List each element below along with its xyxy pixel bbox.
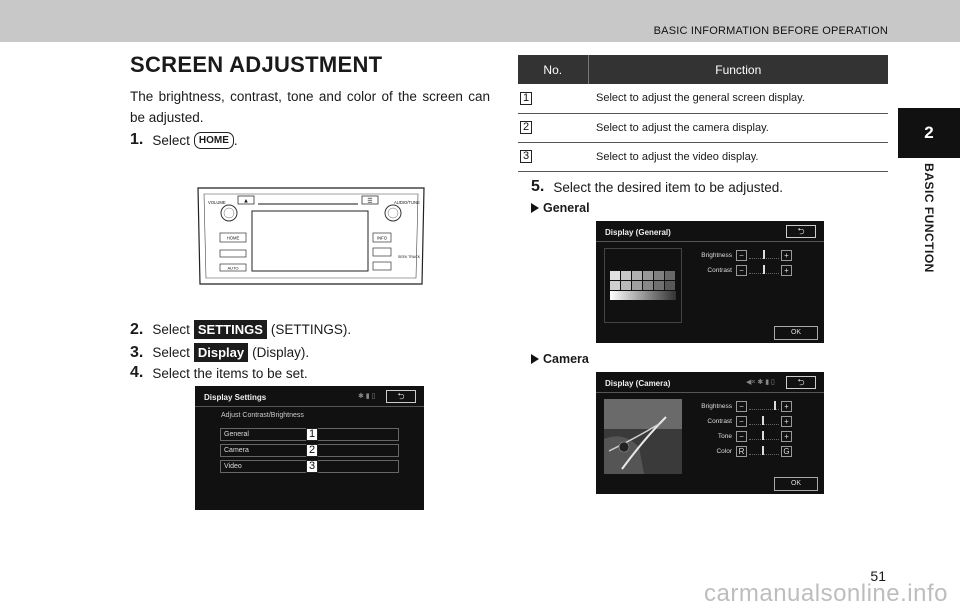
slider-track[interactable]	[749, 250, 779, 259]
minus-icon[interactable]: −	[736, 250, 747, 261]
back-icon[interactable]: ⮌	[386, 390, 416, 403]
slider-row-tone	[596, 431, 824, 442]
display-settings-title: Display Settings	[204, 393, 267, 402]
video-item[interactable]: Video	[220, 460, 399, 473]
gray-swatch	[654, 281, 664, 290]
status-icons: ✱ ▮ ▯	[358, 393, 376, 400]
adjust-subtitle: Adjust Contrast/Brightness	[221, 412, 304, 419]
slider-knob[interactable]	[763, 265, 765, 274]
page-number: 51	[870, 568, 886, 584]
row-number: 2	[520, 121, 532, 134]
step-text: Select	[152, 345, 190, 360]
display-settings-screen	[195, 386, 424, 510]
menu-icon: ☰	[367, 198, 373, 205]
slider-label: Contrast	[707, 418, 732, 425]
table-row	[518, 84, 888, 113]
marker-1: 1	[306, 428, 318, 441]
marker-2: 2	[306, 444, 318, 457]
slider-track[interactable]	[749, 265, 779, 274]
column-header-function: Function	[588, 55, 888, 84]
step-text: Select the items to be set.	[152, 365, 308, 381]
headunit-info-button: INFO	[376, 235, 388, 241]
step-number: 3.	[130, 343, 144, 361]
minus-icon[interactable]: −	[736, 401, 747, 412]
color-right-button[interactable]: G	[781, 446, 792, 457]
gray-swatch	[632, 291, 643, 300]
color-left-button[interactable]: R	[736, 446, 747, 457]
step-text: Select	[152, 132, 190, 148]
minus-icon[interactable]: −	[736, 265, 747, 276]
plus-icon[interactable]: +	[781, 431, 792, 442]
slider-knob[interactable]	[762, 416, 764, 425]
gray-swatch	[654, 291, 665, 300]
audio-tune-label: AUDIO/TUNE	[394, 200, 420, 205]
row-number: 3	[520, 150, 532, 163]
status-icons: ◀× ✱ ▮ ▯	[746, 379, 775, 386]
table-row	[518, 142, 888, 171]
step-text-post: .	[233, 132, 238, 148]
row-number: 1	[520, 92, 532, 105]
function-table	[518, 55, 888, 172]
divider	[195, 406, 424, 407]
triangle-bullet-icon	[531, 203, 539, 213]
plus-icon[interactable]: +	[781, 250, 792, 261]
camera-subheading: Camera	[531, 352, 589, 366]
plus-icon[interactable]: +	[781, 416, 792, 427]
divider	[596, 241, 824, 242]
slider-knob[interactable]	[762, 431, 764, 440]
display-general-screen	[596, 221, 824, 343]
slider-label: Color	[716, 448, 732, 455]
chapter-number-tab: 2	[898, 108, 960, 158]
gray-swatch	[621, 291, 632, 300]
step-number: 5.	[531, 178, 545, 195]
plus-icon[interactable]: +	[781, 401, 792, 412]
slider-row-brightness	[596, 401, 824, 412]
page-title: SCREEN ADJUSTMENT	[130, 52, 383, 77]
slider-row-brightness	[596, 250, 824, 261]
slider-label: Brightness	[701, 403, 732, 410]
step-5	[531, 178, 783, 196]
row-function: Select to adjust the camera display.	[588, 113, 888, 142]
back-icon[interactable]: ⮌	[786, 376, 816, 389]
slider-track[interactable]	[749, 431, 779, 440]
slider-knob[interactable]	[774, 401, 776, 410]
step-text: Select the desired item to be adjusted.	[553, 179, 783, 195]
step-number: 4.	[130, 364, 144, 381]
step-number: 1.	[130, 131, 144, 148]
gray-swatch	[643, 291, 654, 300]
slider-label: Brightness	[701, 252, 732, 259]
gray-swatch	[643, 281, 653, 290]
slider-knob[interactable]	[763, 250, 765, 259]
watermark: carmanualsonline.info	[704, 580, 948, 607]
general-item[interactable]: General	[220, 428, 399, 441]
gray-swatch	[621, 281, 631, 290]
step-text-post: (Display).	[252, 345, 310, 360]
chapter-title: BASIC FUNCTION	[922, 163, 937, 273]
slider-label: Contrast	[707, 267, 732, 274]
gray-swatch	[610, 281, 620, 290]
headunit-home-button: HOME	[226, 235, 240, 241]
headunit-seek-label: SEEK TRACK	[398, 255, 421, 259]
divider	[596, 392, 824, 393]
row-function: Select to adjust the video display.	[588, 142, 888, 171]
slider-row-color	[596, 446, 824, 457]
display-button-icon: Display	[194, 343, 248, 362]
slider-track[interactable]	[749, 446, 779, 455]
slider-track[interactable]	[749, 401, 779, 410]
slider-row-contrast	[596, 265, 824, 276]
step-3	[130, 343, 309, 362]
volume-label: VOLUME	[208, 200, 226, 205]
triangle-bullet-icon	[531, 354, 539, 364]
table-row	[518, 113, 888, 142]
headunit-auto-button: AUTO	[227, 265, 239, 271]
eject-icon: ▲	[243, 198, 249, 205]
step-4	[130, 364, 308, 382]
intro-text: The brightness, contrast, tone and color of the screen can be adjusted.	[130, 89, 490, 125]
step-1	[130, 131, 238, 149]
slider-label: Tone	[717, 433, 732, 440]
step-text-post: (SETTINGS).	[270, 322, 352, 337]
back-icon[interactable]: ⮌	[786, 225, 816, 238]
display-camera-screen	[596, 372, 824, 494]
plus-icon[interactable]: +	[781, 265, 792, 276]
general-screen-title: Display (General)	[605, 228, 671, 237]
slider-track[interactable]	[749, 416, 779, 425]
step-text: Select	[152, 322, 190, 337]
row-function: Select to adjust the general screen display.	[588, 84, 888, 113]
ok-button[interactable]: OK	[774, 477, 818, 491]
minus-icon[interactable]: −	[736, 431, 747, 442]
gray-swatch	[665, 291, 676, 300]
ok-button[interactable]: OK	[774, 326, 818, 340]
head-unit-illustration	[196, 186, 426, 286]
gray-swatch	[610, 291, 621, 300]
camera-item[interactable]: Camera	[220, 444, 399, 457]
marker-3: 3	[306, 460, 318, 473]
chapter-title-tab	[898, 158, 960, 278]
column-header-no: No.	[518, 55, 588, 84]
step-2	[130, 320, 351, 339]
settings-button-icon: SETTINGS	[194, 320, 267, 339]
general-subheading: General	[531, 201, 590, 215]
slider-row-contrast	[596, 416, 824, 427]
section-title: BASIC INFORMATION BEFORE OPERATION	[653, 25, 888, 37]
table-header-row	[518, 55, 888, 84]
step-number: 2.	[130, 320, 144, 338]
camera-screen-title: Display (Camera)	[605, 379, 671, 388]
gray-swatch	[665, 281, 675, 290]
slider-knob[interactable]	[762, 446, 764, 455]
home-button-icon: HOME	[194, 132, 234, 149]
gray-swatch	[632, 281, 642, 290]
minus-icon[interactable]: −	[736, 416, 747, 427]
